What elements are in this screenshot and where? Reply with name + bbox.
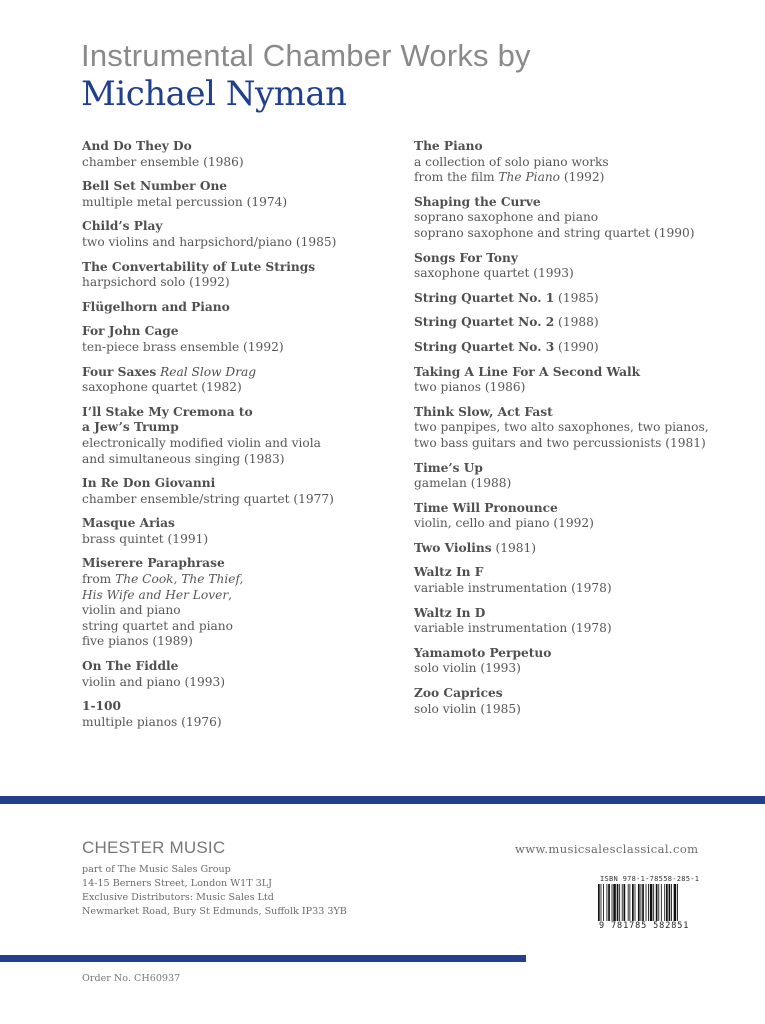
work-entry — [414, 251, 759, 282]
work-instrumentation — [82, 572, 402, 588]
work-title: Flügelhorn and Piano — [82, 299, 230, 314]
work-year: (1990) — [554, 339, 599, 354]
work-title-italic: Real Slow Drag — [156, 364, 257, 379]
work-instrumentation — [414, 155, 759, 171]
work-title: Time Will Pronounce — [414, 500, 558, 515]
work-title: Yamamoto Perpetuo — [414, 645, 552, 660]
work-entry — [414, 461, 759, 492]
work-entry — [82, 405, 402, 467]
work-entry — [414, 139, 759, 186]
work-title: String Quartet No. 3 (1990) — [414, 339, 599, 354]
work-year: (1985) — [554, 290, 599, 305]
work-text: a collection of solo piano works — [414, 154, 609, 169]
footer-rule-bottom — [0, 955, 526, 962]
work-title: In Re Don Giovanni — [82, 476, 216, 491]
work-year: (1981) — [491, 540, 536, 555]
work-entry — [414, 541, 759, 557]
work-title: Songs For Tony — [414, 250, 518, 265]
work-title: Shaping the Curve — [414, 194, 541, 209]
work-title: Waltz In D — [414, 605, 486, 620]
work-title: Waltz In F — [414, 565, 484, 580]
publisher-name: CHESTER MUSIC — [82, 838, 226, 857]
website-link[interactable]: www.musicsalesclassical.com — [515, 842, 699, 856]
address-line: Exclusive Distributors: Music Sales Ltd — [82, 892, 274, 903]
work-entry — [82, 139, 402, 170]
work-title: Two Violins (1981) — [414, 540, 536, 555]
work-instrumentation: soprano saxophone and piano — [414, 210, 599, 225]
order-number: Order No. CH60937 — [82, 973, 181, 984]
work-instrumentation: chamber ensemble/string quartet (1977) — [82, 491, 334, 506]
work-text: (1992) — [560, 170, 605, 185]
work-instrumentation — [82, 603, 402, 619]
work-title: I’ll Stake My Cremona to a Jew’s Trump — [82, 404, 253, 435]
work-instrumentation: soprano saxophone and string quartet (1990) — [414, 225, 695, 240]
work-entry — [82, 179, 402, 210]
work-title: Child’s Play — [82, 219, 163, 234]
work-title: String Quartet No. 2 (1988) — [414, 315, 599, 330]
page-title-prefix: Instrumental Chamber Works by — [81, 38, 531, 73]
work-title: 1-100 — [82, 699, 121, 714]
work-instrumentation: two violins and harpsichord/piano (1985) — [82, 234, 337, 249]
work-instrumentation: and simultaneous singing (1983) — [82, 451, 285, 466]
work-year: (1988) — [554, 315, 599, 330]
work-instrumentation — [82, 588, 402, 604]
works-list-left — [82, 139, 402, 739]
work-text: from — [82, 572, 116, 587]
work-instrumentation: saxophone quartet (1982) — [82, 380, 242, 395]
work-reference-italic: The Cook, The Thief, — [115, 572, 244, 587]
work-entry — [414, 315, 759, 331]
work-title: Masque Arias — [82, 516, 175, 531]
work-entry — [82, 260, 402, 291]
work-title: On The Fiddle — [82, 659, 179, 674]
work-instrumentation: electronically modified violin and viola — [82, 435, 321, 450]
work-entry — [82, 699, 402, 730]
work-instrumentation: variable instrumentation (1978) — [414, 581, 612, 596]
work-instrumentation: multiple pianos (1976) — [82, 714, 222, 729]
work-text: violin and piano — [82, 603, 181, 618]
work-instrumentation — [82, 619, 402, 635]
work-title: Four Saxes Real Slow Drag — [82, 364, 257, 379]
work-instrumentation: brass quintet (1991) — [82, 531, 209, 546]
work-text: from the film — [414, 170, 499, 185]
work-title: The Piano — [414, 139, 483, 153]
work-instrumentation: multiple metal percussion (1974) — [82, 194, 288, 209]
work-entry — [414, 405, 759, 452]
work-entry — [414, 501, 759, 532]
work-instrumentation: two bass guitars and two percussionists (1981) — [414, 435, 706, 450]
work-entry — [414, 340, 759, 356]
work-instrumentation: ten-piece brass ensemble (1992) — [82, 339, 284, 354]
work-title: Time’s Up — [414, 460, 483, 475]
work-title: And Do They Do — [82, 139, 192, 153]
work-entry — [414, 195, 759, 242]
work-entry — [82, 365, 402, 396]
work-instrumentation — [82, 634, 402, 650]
work-title: Taking A Line For A Second Walk — [414, 364, 641, 379]
footer-rule-top — [0, 796, 765, 804]
work-instrumentation: two panpipes, two alto saxophones, two pianos, — [414, 420, 709, 435]
work-entry — [82, 659, 402, 690]
work-entry — [82, 516, 402, 547]
work-entry — [82, 556, 402, 650]
address-line: Newmarket Road, Bury St Edmunds, Suffolk IP33 3YB — [82, 906, 347, 917]
work-text: five pianos (1989) — [82, 634, 193, 649]
work-title: Bell Set Number One — [82, 179, 228, 194]
work-entry — [414, 686, 759, 717]
work-title: The Convertability of Lute Strings — [82, 259, 316, 274]
isbn-label: ISBN 978-1-78558-285-1 — [600, 875, 700, 883]
work-instrumentation: chamber ensemble (1986) — [82, 154, 244, 169]
work-instrumentation: violin and piano (1993) — [82, 674, 225, 689]
work-entry — [414, 565, 759, 596]
address-line: part of The Music Sales Group — [82, 864, 231, 875]
work-title: Miserere Paraphrase — [82, 556, 225, 571]
composer-name: Michael Nyman — [81, 74, 347, 114]
work-text: , — [228, 587, 233, 602]
barcode-digits: 9 781785 582851 — [599, 921, 690, 931]
works-list-right — [414, 139, 759, 726]
work-instrumentation: violin, cello and piano (1992) — [414, 516, 594, 531]
work-entry — [414, 291, 759, 307]
work-text: string quartet and piano — [82, 618, 233, 633]
work-title: String Quartet No. 1 (1985) — [414, 290, 599, 305]
work-title: Zoo Caprices — [414, 686, 503, 701]
work-instrumentation: variable instrumentation (1978) — [414, 621, 612, 636]
work-entry — [414, 606, 759, 637]
work-reference-italic: His Wife and Her Lover — [82, 587, 229, 602]
publisher-address — [82, 863, 347, 919]
work-instrumentation: two pianos (1986) — [414, 380, 526, 395]
work-instrumentation: gamelan (1988) — [414, 476, 512, 491]
work-instrumentation: solo violin (1985) — [414, 701, 521, 716]
work-entry — [82, 476, 402, 507]
work-instrumentation: saxophone quartet (1993) — [414, 266, 574, 281]
work-entry — [414, 646, 759, 677]
work-instrumentation: solo violin (1993) — [414, 661, 521, 676]
address-line: 14-15 Berners Street, London W1T 3LJ — [82, 878, 272, 889]
work-entry — [82, 324, 402, 355]
work-entry — [82, 300, 402, 316]
work-entry — [414, 365, 759, 396]
work-entry — [82, 219, 402, 250]
work-title: Think Slow, Act Fast — [414, 404, 553, 419]
work-title: For John Cage — [82, 324, 179, 339]
work-reference-italic: The Piano — [498, 170, 561, 185]
work-instrumentation — [414, 170, 759, 186]
work-instrumentation: harpsichord solo (1992) — [82, 275, 230, 290]
